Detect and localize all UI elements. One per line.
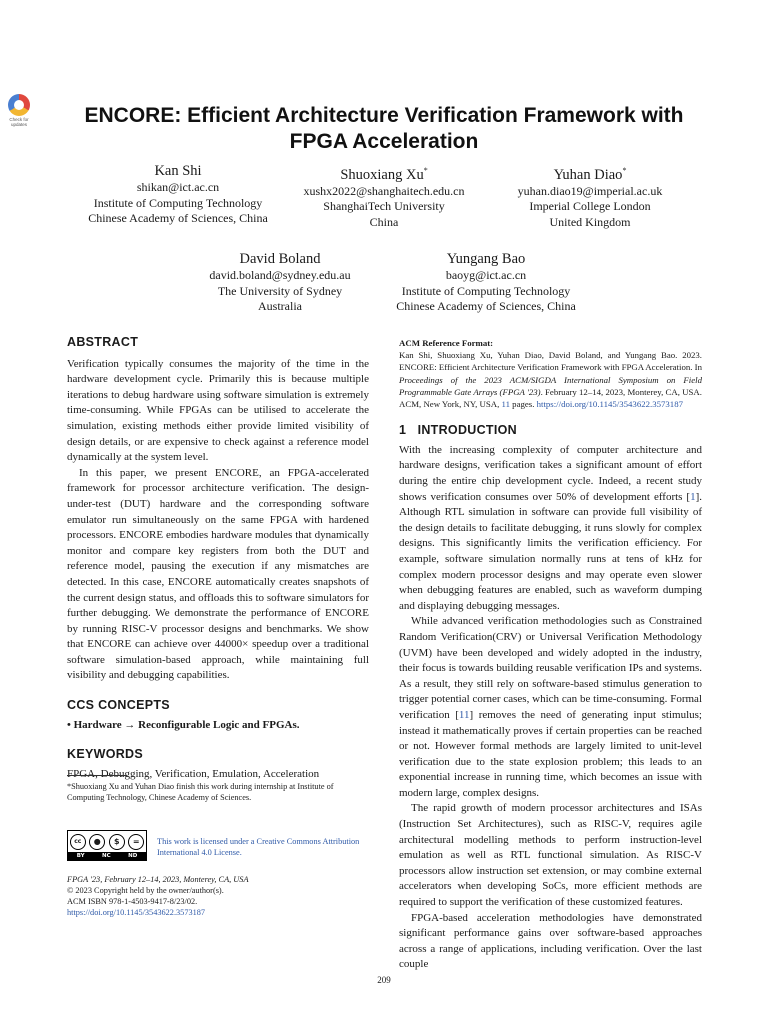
citation-link[interactable]: 1 xyxy=(690,490,696,503)
page-number: 209 xyxy=(377,975,391,985)
author-affiliation: Institute of Computing Technology xyxy=(93,195,263,210)
by-person-icon: ● xyxy=(89,834,105,850)
author-affiliation: Australia xyxy=(258,299,302,313)
author-block xyxy=(78,162,278,227)
publication-info xyxy=(67,874,369,918)
author-affiliation: Chinese Academy of Sciences, China xyxy=(88,211,268,225)
author-block xyxy=(180,250,380,315)
author-mark: * xyxy=(622,166,627,175)
paper-title: ENCORE: Efficient Architecture Verification Framework with FPGA Acceleration xyxy=(84,104,684,153)
abstract-heading: ABSTRACT xyxy=(67,335,139,349)
cc-license-badge[interactable] xyxy=(67,830,147,861)
author-name: Yungang Bao xyxy=(446,251,526,267)
author-block xyxy=(284,162,484,230)
venue: FPGA '23, February 12–14, 2023, Monterey, CA, USA xyxy=(67,875,249,884)
keywords-text: FPGA, Debugging, Verification, Emulation, Acceleration xyxy=(67,767,320,780)
author-name: Shuoxiang Xu xyxy=(340,166,424,183)
nc-dollar-icon: $ xyxy=(109,834,125,850)
check-for-updates-badge[interactable] xyxy=(6,94,32,127)
author-mark: * xyxy=(423,166,428,175)
introduction-heading: 1 INTRODUCTION xyxy=(399,423,517,438)
author-affiliation: Imperial College London xyxy=(529,199,651,214)
right-column xyxy=(399,337,702,973)
cc-label-nd: ND xyxy=(128,853,138,859)
intro-paragraph: FPGA-based acceleration methodologies have demonstrated significant performance gains over software-based approaches across a range of applications, including verification. Over the last couple xyxy=(399,911,702,971)
footnote: *Shuoxiang Xu and Yuhan Diao finish this work during internship at Institute of Computing Technology, Chinese Academy of Sciences. xyxy=(67,782,334,802)
acm-reference-pages-link[interactable]: 11 xyxy=(501,399,510,410)
cc-label-nc: NC xyxy=(102,853,111,859)
intro-text: ] removes the need of generating input stimulus; instead it mathematically proves if certain properties can be reached or not. However formal methods are largely limited to unit-level verification due to the state explosion problem; this leads to an exponential increase in running time, which becomes an issue with modern large, complex designs. xyxy=(399,708,702,799)
acm-reference xyxy=(399,337,702,410)
intro-paragraph: The rapid growth of modern processor architectures and ISAs (Instruction Set Architectures), such as RISC-V, requires agile architectural modelling methods to perform instruction-level emulation as well as RTL functional simulation. As RISC-V processors allow instruction set extension, or may combine external accelerators when developing SoCs, more efficient methods are required to support the verification of these customized features. xyxy=(399,802,702,909)
footnote-rule xyxy=(67,775,127,776)
citation-link[interactable]: 11 xyxy=(458,708,470,721)
left-column xyxy=(67,335,369,782)
acm-reference-authors: Kan Shi, Shuoxiang Xu, Yuhan Diao, David Boland, and Yungang Bao. 2023. ENCORE: Efficient Architecture Verification Framework with FPGA Acceleration. In xyxy=(399,350,702,373)
author-name: David Boland xyxy=(239,251,321,267)
author-block xyxy=(490,162,690,230)
author-block xyxy=(386,250,586,315)
author-name: Yuhan Diao xyxy=(553,166,623,183)
badge-text xyxy=(6,117,32,127)
author-affiliation: United Kingdom xyxy=(549,214,631,229)
nd-equals-icon: = xyxy=(128,834,144,850)
author-email: xushx2022@shanghaitech.edu.cn xyxy=(303,183,465,198)
author-affiliation: China xyxy=(369,214,399,229)
license-link[interactable]: This work is licensed under a Creative Commons Attribution International 4.0 License. xyxy=(157,837,360,857)
ccs-heading: CCS CONCEPTS xyxy=(67,698,170,713)
author-affiliation: The University of Sydney xyxy=(217,283,343,298)
isbn: ACM ISBN 978-1-4503-9417-8/23/02. xyxy=(67,897,198,906)
intro-paragraph xyxy=(399,614,702,801)
intro-paragraph xyxy=(399,443,702,615)
author-email: yuhan.diao19@imperial.ac.uk xyxy=(517,183,663,198)
intro-text: While advanced verification methodologies such as Constrained Random Verification(CRV) or Universal Verification Methodology (UVM) have been developed and widely adopted in the industry, their focus is towards building reusable verification IPs and systems. As a result, they still rely on software-based stimulus generation to trigger potential corner cases, which can be time-consuming. Formal verification [ xyxy=(399,615,702,721)
acm-reference-proceedings: Proceedings of the 2023 ACM/SIGDA International Symposium on Field Programmable Gate Arrays (FPGA '23) xyxy=(399,374,702,397)
acm-reference-heading: ACM Reference Format: xyxy=(399,338,494,348)
cc-icon: cc xyxy=(70,834,86,850)
intro-text: With the increasing complexity of computer architecture and hardware designs, verification takes a significant amount of effort during the entire chip development cycle. Indeed, a recent study shows verification consumes over 50% of development efforts [ xyxy=(399,443,702,503)
abstract-paragraph: Verification typically consumes the majority of the time in the hardware development cycle. Primarily this is because multiple iterations to debug hardware using software simulation is extremely time-consuming. While FPGAs can be utilised to accelerate the simulation, existing methods either provide limited visibility of design details, or are expensive to check against a reference model dynamically at the system level. xyxy=(67,357,369,464)
keywords-heading: KEYWORDS xyxy=(67,747,144,762)
acm-reference-pages-word: pages. xyxy=(509,399,537,410)
badge-line1: Check for xyxy=(9,117,29,122)
copyright: © 2023 Copyright held by the owner/author(s). xyxy=(67,886,224,895)
acm-reference-doi-link[interactable]: https://doi.org/10.1145/3543622.3573187 xyxy=(536,399,684,410)
author-affiliation: Institute of Computing Technology xyxy=(401,283,571,298)
abstract-paragraph: In this paper, we present ENCORE, an FPGA-accelerated framework for processor architecture verification. The design-under-test (DUT) hardware and the corresponding software emulator run simultaneously on the same FPGA with hardened processors. ENCORE embodies hardware modules that dynamically monitor and compare key registers from both the DUT and reference model, pausing the execution if any mismatches are detected. In this case, ENCORE automatically creates snapshots of the current design status, and offloads this to software simulators for further debugging. We demonstrate the performance of ENCORE by running RISC-V processor designs and benchmarks. We show that ENCORE can achieve over 44000× speedup over a traditional software simulation-based approach, while maintaining full visibility and debugging capabilities. xyxy=(67,466,369,682)
cc-label-by: BY xyxy=(76,853,85,859)
author-email: david.boland@sydney.edu.au xyxy=(209,268,351,282)
ccs-concept-item: • Hardware → Reconfigurable Logic and FPGAs. xyxy=(67,718,300,731)
badge-line2: updates xyxy=(10,122,27,127)
author-email: shikan@ict.ac.cn xyxy=(136,180,220,194)
author-name: Kan Shi xyxy=(154,163,202,179)
doi-link[interactable]: https://doi.org/10.1145/3543622.3573187 xyxy=(67,908,206,917)
intro-text: ]. Although RTL simulation in software can provide full visibility of the design details to facilitate debugging, it runs slowly for complex designs. This significantly limits the verification efficiency. For example, software simulation normally runs at tens of kHz for complex modern processor designs and may operate even slower when debugging features are enabled, such as waveform dumping and displaying debugging messages. xyxy=(399,490,702,612)
acm-reference-rest: . February 12–14, 2023, Monterey, CA, USA. ACM, New York, NY, USA, xyxy=(399,386,702,410)
author-email: baoyg@ict.ac.cn xyxy=(445,268,527,282)
author-affiliation: ShanghaiTech University xyxy=(323,199,445,214)
author-affiliation: Chinese Academy of Sciences, China xyxy=(396,299,576,313)
crossmark-icon xyxy=(8,94,30,116)
